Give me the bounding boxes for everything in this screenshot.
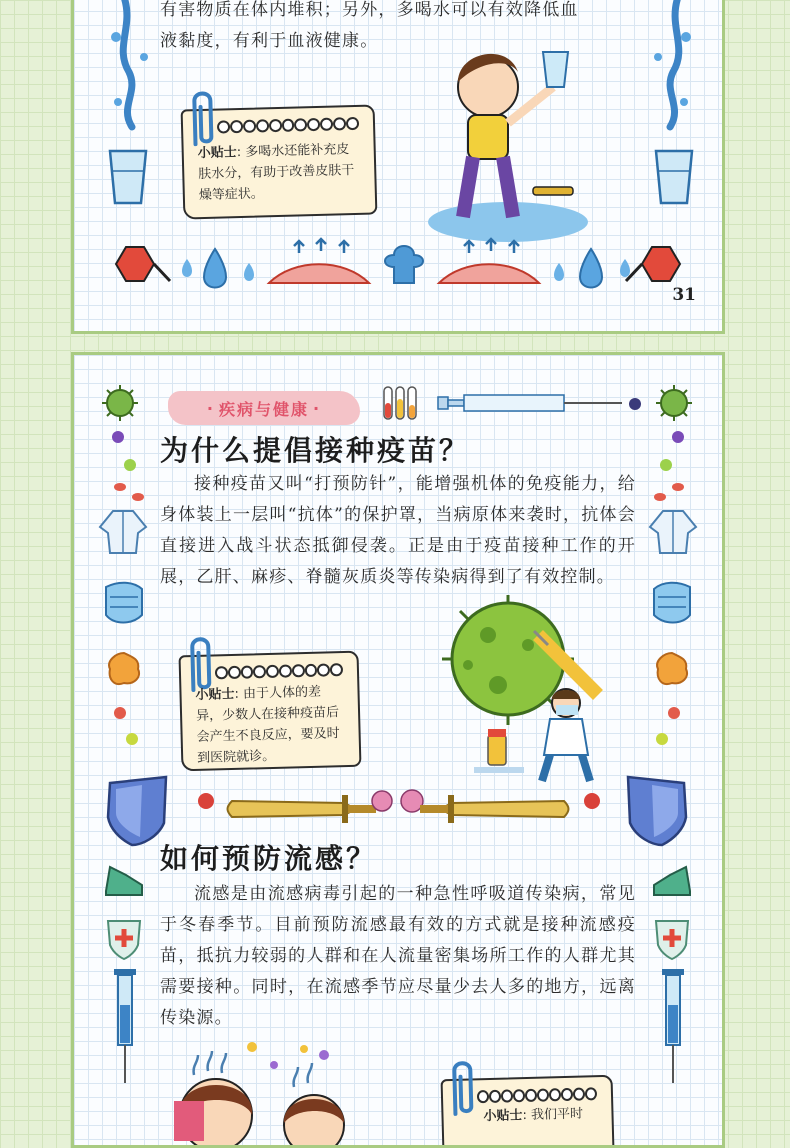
- tip-label: 小贴士: [195, 686, 235, 703]
- glass-left-icon: [104, 147, 152, 207]
- small-virus-icons-right-2: [648, 705, 688, 765]
- vaccine-paragraph: [160, 469, 636, 593]
- note-holes: [477, 1087, 597, 1103]
- tip-content: : 我们平时: [522, 1106, 584, 1124]
- tip-note-vaccine: [179, 651, 362, 772]
- virus-green-icon: [100, 383, 140, 423]
- sneaker-left-icon: [102, 861, 146, 901]
- body-line: 有害物质在体内堆积；另外，多喝水可以有效降低血: [160, 0, 579, 20]
- note-holes: [217, 117, 359, 134]
- note-holes: [215, 663, 343, 679]
- tip-content: : 由于人体的差异，少数人在接种疫苗后会产生不良反应，要及时到医院就诊。: [195, 684, 340, 766]
- page-vaccine: [71, 352, 725, 1148]
- tip-content: : 多喝水还能补充皮肤水分，有助于改善皮肤干燥等症状。: [198, 142, 355, 204]
- small-virus-icon-red: [194, 789, 218, 813]
- lab-coat-left-icon: [98, 507, 148, 557]
- tip-note-flu: [441, 1075, 616, 1148]
- syringe-left-icon: [112, 965, 138, 1085]
- syringe-top-icon: [436, 391, 626, 415]
- tip-note: [181, 104, 378, 219]
- page-31: [71, 0, 725, 334]
- vaccine-paragraph-text: 接种疫苗又叫“打预防针”，能增强机体的免疫能力，给身体装上一层叫“抗体”的保护罩，当病原体来袭时，抗体会直接进入战斗状态抵御侵袭。正是由于疫苗接种工作的开展，乙肝、麻疹、脊髓灰质炎等传染病得到了有效控制。: [160, 474, 636, 587]
- test-tubes-icon: [380, 385, 420, 421]
- tip-label: 小贴士: [483, 1108, 523, 1125]
- paperclip-icon: [446, 1058, 478, 1119]
- small-virus-icons-right: [648, 429, 688, 505]
- molecule-left-icon: [110, 241, 176, 287]
- small-virus-icon-red: [580, 789, 604, 813]
- water-splash-left-icon: [104, 0, 154, 132]
- boy-drinking-water-illustration: [418, 27, 588, 247]
- body-line: 液黏度，有利于血液健康。: [160, 31, 379, 51]
- lab-coat-right-icon: [648, 507, 698, 557]
- shield-right-icon: [620, 773, 692, 849]
- water-drops-strip: [174, 233, 654, 295]
- syringe-right-icon: [660, 965, 686, 1085]
- swords-divider-icon: [224, 781, 572, 831]
- glass-right-icon: [650, 147, 698, 207]
- small-virus-icons-left: [110, 429, 150, 505]
- sneaker-right-icon: [650, 861, 694, 901]
- flu-paragraph-text: 流感是由流感病毒引起的一种急性呼吸道传染病，常见于冬春季节。目前预防流感最有效的方式就是接种流感疫苗，抵抗力较弱的人群和在人流量密集场所工作的人群尤其需要接种。同时，在流感季节应尽量少去人多的地方，远离传染源。: [160, 884, 636, 1028]
- heading-vaccine: 为什么提倡接种疫苗？: [160, 434, 471, 467]
- medical-shield-left-icon: [104, 915, 144, 961]
- small-virus-icon: [626, 395, 644, 413]
- section-tag: · 疾病与健康 ·: [168, 391, 360, 425]
- sick-children-illustration: [164, 1035, 364, 1145]
- medical-shield-right-icon: [652, 915, 692, 961]
- virus-orange-left-icon: [104, 649, 144, 689]
- heading-flu: 如何预防流感？: [160, 842, 378, 875]
- tip-label: 小贴士: [197, 145, 237, 162]
- paperclip-icon: [186, 89, 218, 150]
- tip-text: [197, 139, 363, 206]
- virus-orange-right-icon: [652, 649, 692, 689]
- mask-right-icon: [648, 577, 698, 629]
- virus-doctor-illustration: [438, 595, 628, 785]
- small-virus-icons-left-2: [106, 705, 146, 765]
- mask-left-icon: [98, 577, 148, 629]
- page-number: 31: [672, 285, 696, 305]
- tip-text: [195, 681, 347, 769]
- virus-green-right-icon: [654, 383, 694, 423]
- tip-text: [483, 1103, 600, 1127]
- section-tag-label: 疾病与健康: [218, 399, 309, 419]
- water-splash-right-icon: [648, 0, 698, 132]
- flu-paragraph: [160, 879, 636, 1034]
